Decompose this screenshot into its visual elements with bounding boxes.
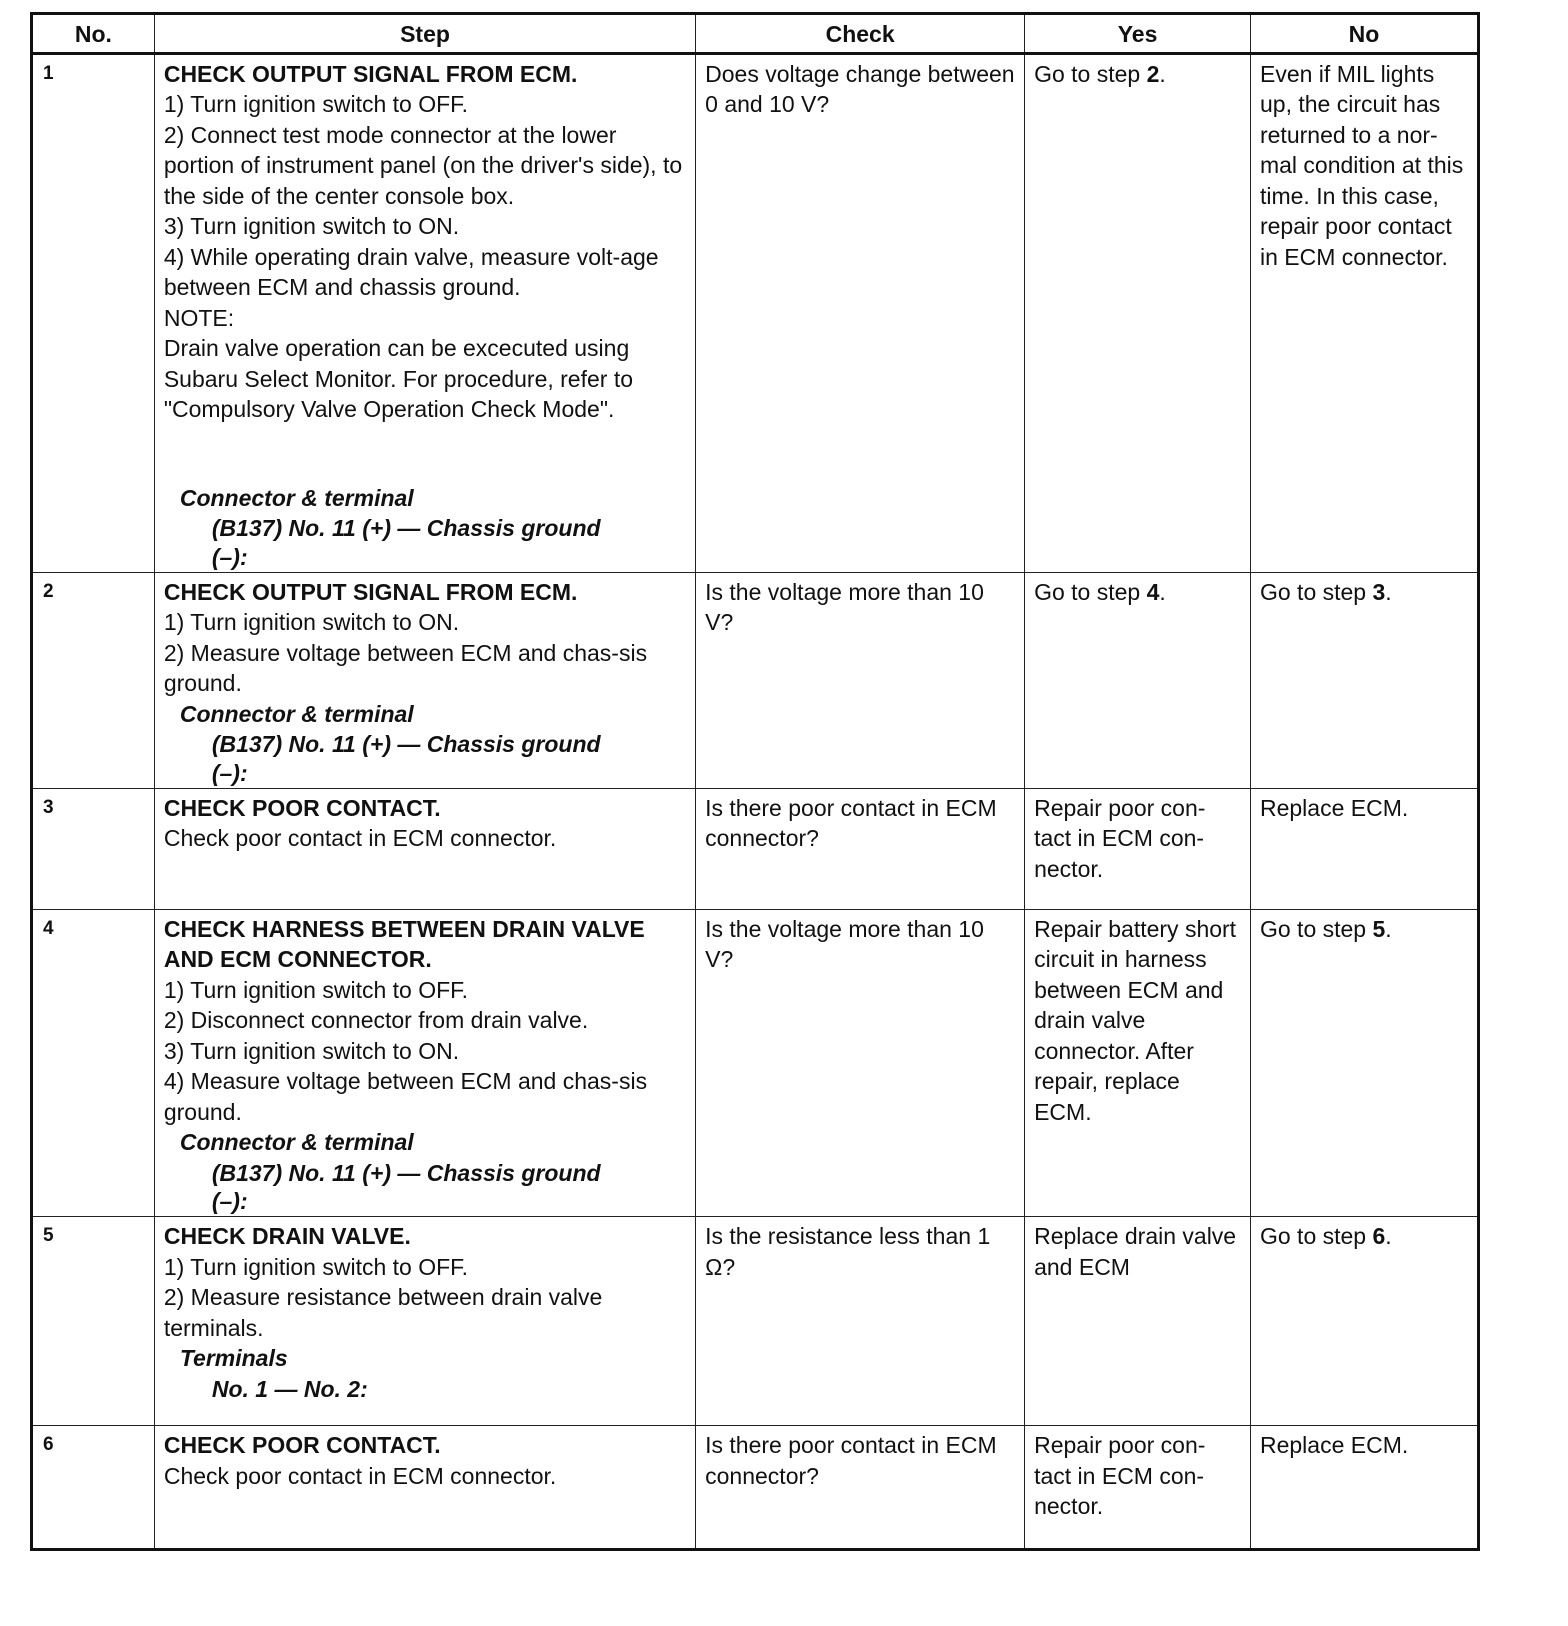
step-line: 1) Turn ignition switch to OFF. [163,1253,469,1280]
step-cell [154,1426,695,1550]
check-cell: Is there poor contact in ECM connector? [696,788,1025,909]
yes-text: Repair battery short circuit in harness between ECM and drain valve connector. After repair, replace ECM. [1034,915,1237,1125]
header-yes: Yes [1025,14,1251,54]
yes-step-ref: 2 [1146,60,1160,87]
spacer [164,425,687,483]
yes-text: Repair poor con-tact in ECM con-nector. [1034,1432,1206,1519]
no-cell [1250,572,1478,788]
terminal-label: Connector & terminal [179,484,414,511]
step-line: 2) Measure voltage between ECM and chas-sis ground. [163,639,648,696]
step-line: 1) Turn ignition switch to OFF. [163,91,469,117]
no-step-ref: 5 [1372,915,1386,942]
diagnostic-table [30,12,1480,1551]
step-title: CHECK DRAIN VALVE. [163,1223,411,1249]
no-step-ref: 6 [1372,1223,1386,1249]
step-line: 1) Turn ignition switch to OFF. [163,976,469,1003]
terminal-value-cont: (–): [211,759,248,786]
check-cell: Does voltage change between 0 and 10 V? [696,53,1025,572]
step-line: 2) Measure resistance between drain valve terminals. [163,1284,603,1341]
row-number: 1 [32,53,155,572]
terminal-value: (B137) No. 11 (+) — Chassis ground [211,515,601,541]
header-no-result: No [1250,14,1478,54]
yes-text: Go to step [1034,60,1147,87]
terminal-value-cont: (–): [211,543,248,570]
no-text: Go to step [1259,1223,1373,1249]
no-text: Go to step [1259,578,1373,605]
yes-end: . [1159,60,1166,87]
step-line: 3) Turn ignition switch to ON. [163,1037,460,1064]
table-header-row [32,14,1479,54]
row-number: 3 [32,788,155,909]
step-line: 2) Connect test mode connector at the lower portion of instrument panel (on the driver's side), to the side of the center console box. [163,121,683,209]
step-cell [154,53,695,572]
header-check: Check [696,14,1025,54]
yes-text: Go to step [1034,578,1147,605]
table-row [32,909,1479,1217]
yes-text: Replace drain valve and ECM [1034,1223,1237,1280]
step-line: 4) Measure voltage between ECM and chas-sis ground. [163,1068,648,1125]
no-cell [1250,1426,1478,1550]
row-number: 2 [32,572,155,788]
yes-step-ref: 4 [1146,578,1160,605]
yes-end: . [1159,578,1166,605]
row-number: 5 [32,1217,155,1426]
table-row [32,788,1479,909]
step-line: 4) While operating drain valve, measure volt-age between ECM and chassis ground. [163,243,659,300]
step-cell [154,788,695,909]
step-line: Check poor contact in ECM connector. [163,825,557,851]
terminal-value: No. 1 — No. 2: [211,1375,368,1402]
check-cell: Is there poor contact in ECM connector? [696,1426,1025,1550]
check-cell: Is the resistance less than 1 Ω? [696,1217,1025,1426]
step-cell [154,572,695,788]
no-step-ref: 3 [1372,578,1386,605]
table-row [32,53,1479,572]
no-text: Go to step [1259,915,1373,942]
check-cell: Is the voltage more than 10 V? [696,909,1025,1217]
no-end: . [1385,1223,1392,1249]
step-title: CHECK OUTPUT SIGNAL FROM ECM. [163,60,578,87]
step-title: CHECK POOR CONTACT. [163,794,441,821]
step-line: 3) Turn ignition switch to ON. [163,213,460,239]
terminal-label: Connector & terminal [179,700,414,727]
step-cell [154,1217,695,1426]
row-number: 6 [32,1426,155,1550]
step-title: CHECK OUTPUT SIGNAL FROM ECM. [163,578,578,605]
row-number: 4 [32,909,155,1217]
yes-cell [1025,1217,1251,1426]
terminal-label: Connector & terminal [179,1129,414,1155]
step-line: 2) Disconnect connector from drain valve. [163,1007,589,1033]
no-cell [1250,53,1478,572]
no-text: Replace ECM. [1259,794,1409,821]
yes-text: Repair poor con-tact in ECM con-nector. [1034,794,1206,882]
step-line: Check poor contact in ECM connector. [163,1462,557,1489]
step-note-text: Drain valve operation can be excecuted using Subaru Select Monitor. For procedure, refer to "Compulsory Valve Operation Check Mode". [163,335,634,422]
header-no: No. [32,14,155,54]
no-cell [1250,788,1478,909]
no-text: Even if MIL lights up, the circuit has returned to a nor-mal condition at this time. In this case, repair poor contact in ECM connector. [1259,60,1464,270]
no-cell [1250,1217,1478,1426]
yes-cell [1025,788,1251,909]
yes-cell [1025,53,1251,572]
yes-cell [1025,572,1251,788]
yes-cell [1025,909,1251,1217]
terminal-value-cont: (–): [211,1188,248,1214]
step-cell [154,909,695,1217]
step-line: 1) Turn ignition switch to ON. [163,609,460,635]
no-end: . [1385,915,1392,942]
header-step: Step [154,14,695,54]
terminal-label: Terminals [179,1345,288,1371]
check-cell: Is the voltage more than 10 V? [696,572,1025,788]
no-text: Replace ECM. [1259,1432,1409,1458]
table-row [32,572,1479,788]
terminal-value: (B137) No. 11 (+) — Chassis ground [211,1159,601,1186]
step-note-label: NOTE: [163,304,235,331]
yes-cell [1025,1426,1251,1550]
table-row [32,1426,1479,1550]
step-title: CHECK HARNESS BETWEEN DRAIN VALVE AND ECM CONNECTOR. [163,915,645,972]
no-cell [1250,909,1478,1217]
step-title: CHECK POOR CONTACT. [163,1432,441,1458]
no-end: . [1385,578,1392,605]
terminal-value: (B137) No. 11 (+) — Chassis ground [211,731,601,757]
table-row [32,1217,1479,1426]
